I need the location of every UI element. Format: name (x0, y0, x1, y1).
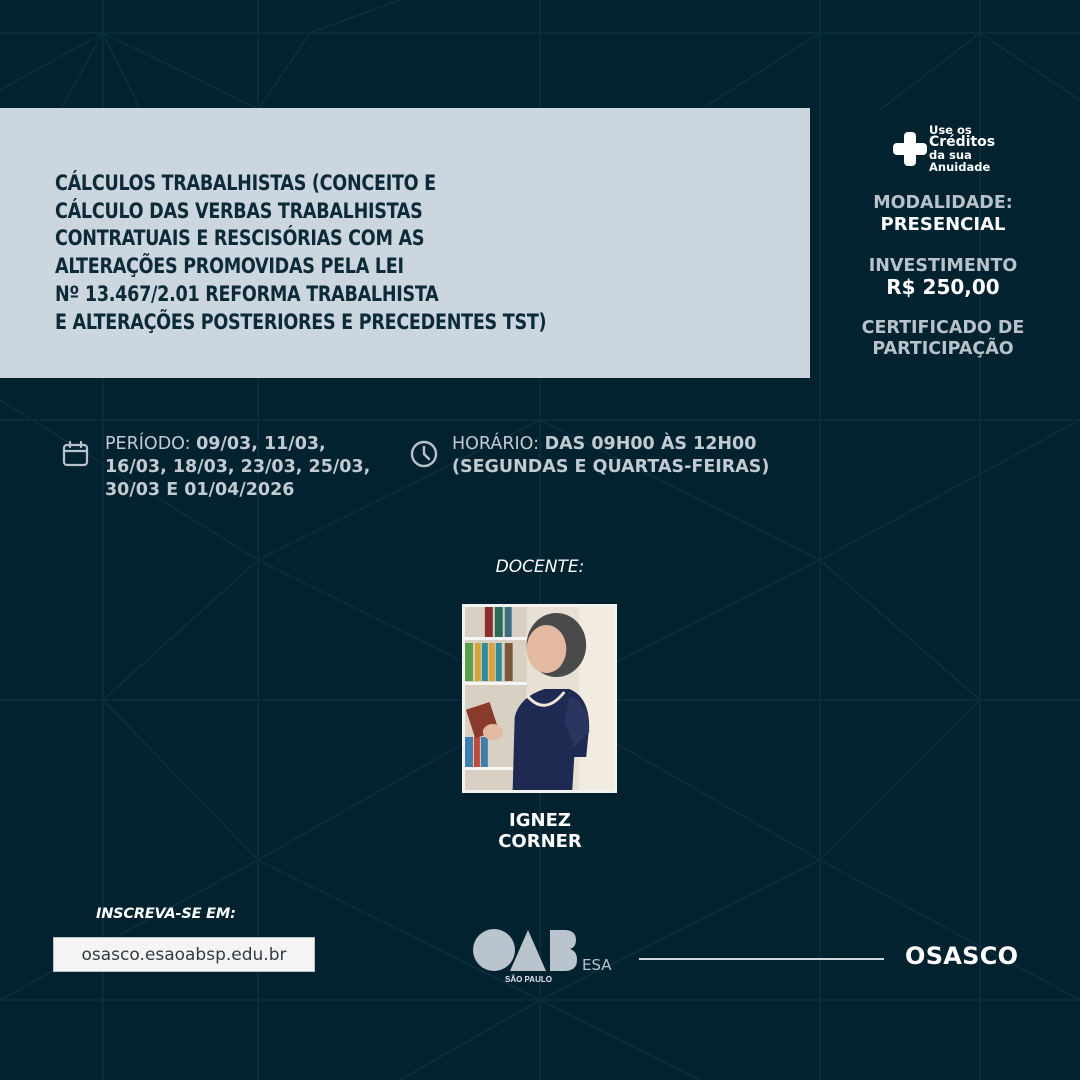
horario-info (452, 433, 812, 479)
modalidade-label: MODALIDADE: (873, 193, 1013, 213)
credits-line: da sua (929, 148, 972, 162)
calendar-icon (62, 440, 90, 468)
teacher-name-line: CORNER (498, 831, 582, 852)
oab-logo-subtitle: SÃO PAULO (505, 975, 552, 984)
teacher-portrait-image (465, 607, 614, 790)
credits-line: Use os (929, 123, 972, 137)
course-title-line: ALTERAÇÕES PROMOVIDAS PELA LEI (55, 254, 404, 279)
periodo-dates: 30/03 E 01/04/2026 (105, 480, 295, 500)
certificado-line: CERTIFICADO DE (861, 318, 1025, 338)
periodo-info (105, 433, 395, 502)
course-title-line: Nº 13.467/2.01 REFORMA TRABALHISTA (55, 281, 439, 306)
horario-label: HORÁRIO: (452, 434, 545, 454)
periodo-dates: 09/03, 11/03, (196, 434, 326, 454)
modalidade-value: PRESENCIAL (880, 214, 1006, 235)
course-title-line: E ALTERAÇÕES POSTERIORES E PRECEDENTES TST) (55, 309, 547, 334)
modalidade-block (830, 193, 1056, 235)
esa-label: ESA (582, 956, 612, 974)
teacher-name-line: IGNEZ (509, 810, 571, 831)
course-title (55, 170, 725, 336)
credits-badge (893, 124, 995, 173)
periodo-label: PERÍODO: (105, 434, 197, 454)
credits-line: Anuidade (929, 160, 991, 174)
docente-label: DOCENTE: (495, 557, 585, 577)
teacher-photo (462, 604, 617, 793)
teacher-name (440, 810, 640, 852)
horario-days: (SEGUNDAS E QUARTAS-FEIRAS) (452, 457, 770, 477)
course-title-line: CÁLCULOS TRABALHISTAS (CONCEITO E (55, 171, 436, 195)
footer-divider (639, 958, 884, 960)
horario-time: DAS 09H00 ÀS 12H00 (544, 434, 757, 454)
course-title-line: CÁLCULO DAS VERBAS TRABALHISTAS (55, 198, 423, 223)
investimento-value: R$ 250,00 (886, 275, 1000, 299)
location-label: OSASCO (905, 942, 1019, 970)
signup-url-link[interactable]: osasco.esaoabsp.edu.br (53, 937, 315, 972)
course-title-line: CONTRATUAIS E RESCISÓRIAS COM AS (55, 226, 425, 251)
credits-line: Créditos (929, 134, 996, 150)
investimento-label: INVESTIMENTO (868, 256, 1018, 276)
plus-icon (893, 132, 927, 166)
certificado-line: PARTICIPAÇÃO (872, 339, 1014, 359)
periodo-dates: 16/03, 18/03, 23/03, 25/03, (105, 457, 371, 477)
signup-label: INSCREVA-SE EM: (96, 906, 236, 922)
clock-icon (409, 439, 439, 469)
investimento-block (830, 256, 1056, 298)
certificado-block (830, 318, 1056, 360)
